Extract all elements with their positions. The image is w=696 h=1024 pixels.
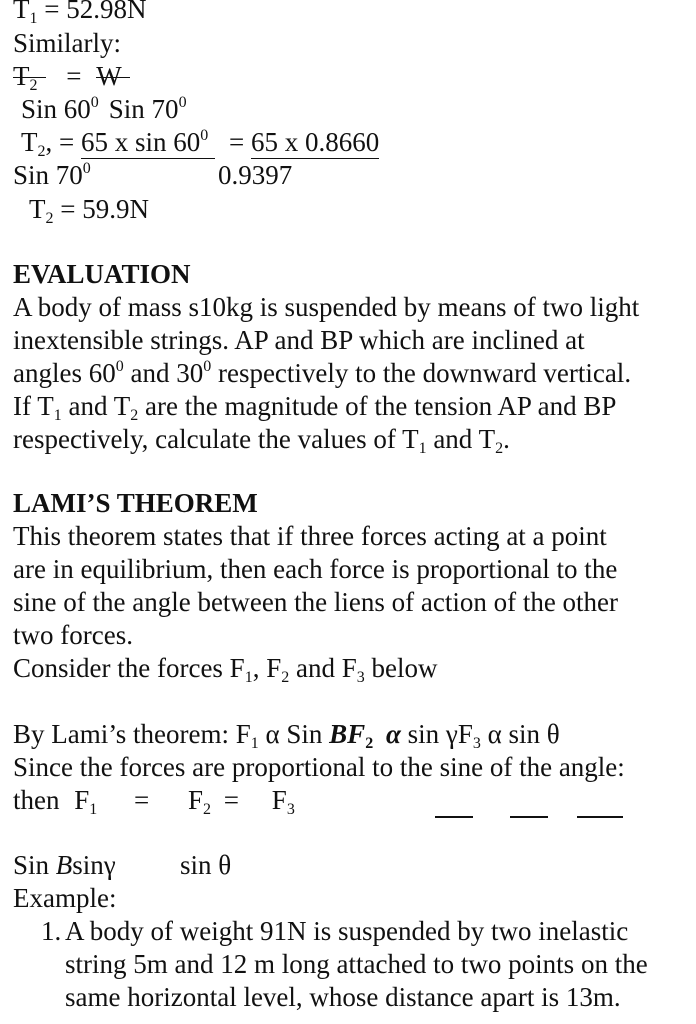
evaluation-line-3: angles $60^0$ and $30^0$ respectively to the downward vertical. (13, 358, 632, 388)
example-line-2: string 5m and 12 m long attached to two points on the (65, 949, 648, 979)
lami-paragraph-line-2: are in equilibrium, then each force is proportional to the (13, 554, 618, 584)
lami-paragraph-line-1: This theorem states that if three forces acting at a point (13, 521, 607, 551)
denominators-line: Sin Bsinγ (13, 850, 116, 880)
example-line-3: same horizontal level, whose distance apart is 13m. (65, 982, 621, 1012)
ratio-line: $T_2 = W$ (13, 61, 122, 94)
numerator-2: 65 x 0.8660 (250, 127, 380, 157)
fraction-bar-1 (435, 816, 473, 818)
consider-forces-line: Consider the forces $F_1$, $F_2$ and $F_3$ below (13, 653, 438, 686)
lami-proportion-line: By Lami’s theorem: $F_1$ α Sin $BF_2$ α $\sin \gamma F_3$ α sin θ (13, 719, 560, 752)
sin-line: Sin $60^0$ Sin $70^0$ (21, 94, 187, 124)
fraction-bar-3 (577, 816, 623, 818)
numerator-1: 65 x $\sin 60^0$ (81, 127, 215, 159)
evaluation-line-1: A body of mass s10kg is suspended by means of two light (13, 292, 640, 322)
then-equation-line: then $F_1 = F_2 = F_3$ (13, 785, 295, 818)
example-number: 1. (41, 916, 62, 946)
t1-result: $T_1 = 52.98N$ (13, 0, 147, 27)
example-label: Example: (13, 883, 117, 913)
denominator-1: Sin $70^0$ (13, 160, 91, 190)
evaluation-line-5: respectively, calculate the values of $T_1$ and $T_2$. (13, 424, 510, 457)
struck-t2: $T_2$ (13, 61, 38, 94)
struck-w: W (96, 61, 122, 91)
lami-paragraph-line-3: sine of the angle between the liens of action of the other (13, 587, 619, 617)
t2-result: $T_2 = 59.9N$ (29, 194, 149, 227)
evaluation-heading: EVALUATION (13, 259, 191, 289)
since-forces-line: Since the forces are proportional to the sine of the angle: (13, 752, 625, 782)
example-line-1: A body of weight 91N is suspended by two inelastic (65, 916, 629, 946)
denominator-sin-theta: sin θ (180, 850, 232, 880)
evaluation-line-2: inextensible strings. AP and BP which are inclined at (13, 325, 585, 355)
evaluation-line-4: If $T_1$ and $T_2$ are the magnitude of the tension AP and BP (13, 391, 617, 424)
fraction-bar-2 (510, 816, 548, 818)
similarly-label: Similarly: (13, 28, 121, 58)
denominator-2: 0.9397 (218, 160, 293, 190)
t2-line: $T_2$, = 65 x $\sin 60^0 = 65$ x 0.8660 (21, 127, 380, 160)
lami-heading: LAMI’S THEOREM (13, 488, 258, 518)
lami-paragraph-line-4: two forces. (13, 620, 133, 650)
